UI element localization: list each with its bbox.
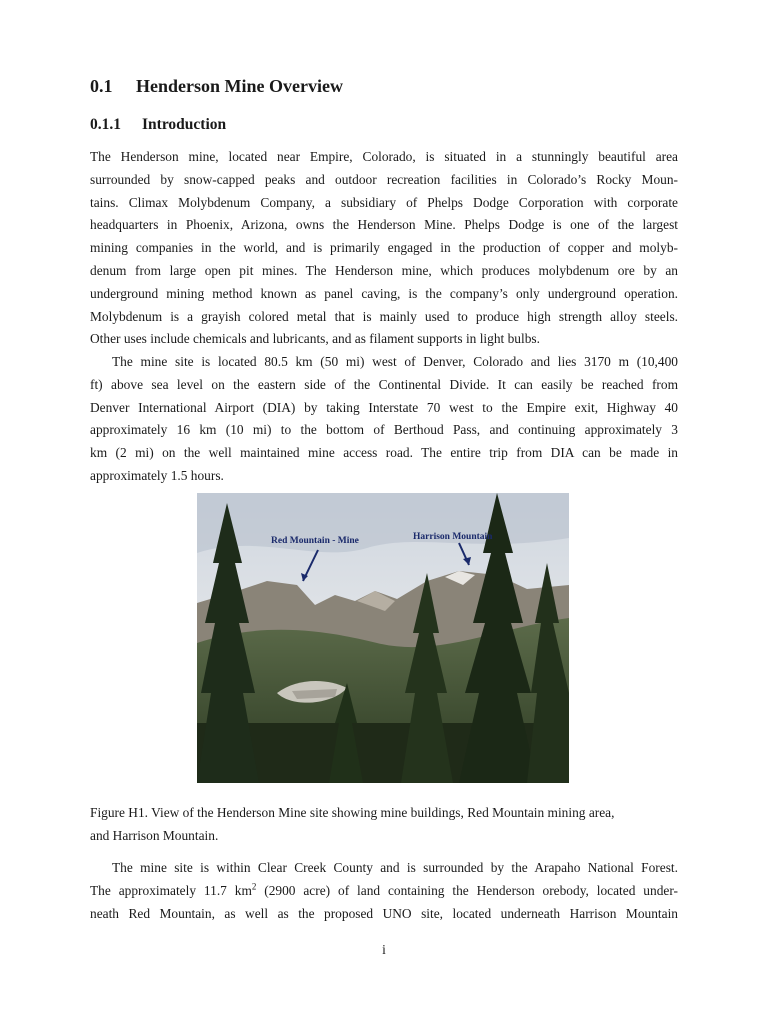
subsection-title-text: Introduction — [142, 116, 227, 133]
text-line: km (2 mi) on the well maintained mine access road. The entire trip from DIA can be made in — [90, 445, 678, 461]
text-line: The mine site is located 80.5 km (50 mi) west of Denver, Colorado and lies 3170 m (10,400 — [112, 354, 678, 369]
section-heading — [90, 76, 343, 97]
superscript: 2 — [251, 881, 257, 892]
landscape-illustration — [197, 493, 569, 783]
subsection-heading — [90, 116, 226, 134]
caption-line: and Harrison Mountain. — [90, 827, 219, 843]
text-line: tains. Climax Molybdenum Company, a subsidiary of Phelps Dodge Corporation with corporate — [90, 194, 678, 210]
text-line: Denver International Airport (DIA) by taking Interstate 70 west to the Empire exit, Highway 40 — [90, 399, 678, 415]
section-number: 0.1 — [90, 76, 113, 96]
text-line: Molybdenum is a grayish colored metal that is mainly used to produce high strength alloy steels. — [90, 308, 678, 324]
page-number: i — [382, 942, 386, 957]
text-line: surrounded by snow-capped peaks and outdoor recreation facilities in Colorado’s Rocky Moun- — [90, 171, 678, 187]
section-title-text: Henderson Mine Overview — [136, 76, 343, 96]
text-line: Other uses include chemicals and lubricants, and as filament supports in light bulbs. — [90, 331, 540, 347]
paragraph-county — [90, 857, 678, 925]
figure-caption — [90, 802, 678, 848]
text-line: ft) above sea level on the eastern side of the Continental Divide. It can easily be reached from — [90, 376, 678, 392]
text-line: underground mining method known as panel caving, is the company’s only underground operation. — [90, 285, 678, 301]
text-line: mining companies in the world, and is primarily engaged in the production of copper and molyb- — [90, 240, 678, 256]
text-line: approximately 1.5 hours. — [90, 467, 224, 483]
text-line: The approximately 11.7 $km^2$ (2900 acre) of land containing the Henderson orebody, located under- — [90, 881, 678, 898]
text-line: headquarters in Phoenix, Arizona, owns the Henderson Mine. Phelps Dodge is one of the largest — [90, 217, 678, 233]
text-line: The Henderson mine, located near Empire, Colorado, is situated in a stunningly beautiful area — [90, 149, 678, 164]
text-line: neath Red Mountain, as well as the proposed UNO site, located underneath Harrison Mountain — [90, 905, 678, 921]
text-line: approximately 16 km (10 mi) to the bottom of Berthoud Pass, and continuing approximately 3 — [90, 422, 678, 438]
label-red-mountain: Red Mountain - Mine — [271, 536, 359, 546]
mine-site-photo — [197, 493, 569, 783]
paragraph-intro — [90, 146, 678, 351]
text-line: denum from large open pit mines. The Henderson mine, which produces molybdenum ore by an — [90, 262, 678, 278]
caption-line: Figure H1. View of the Henderson Mine site showing mine buildings, Red Mountain mining area, — [90, 805, 615, 820]
paragraph-location — [90, 351, 678, 488]
label-harrison-mountain: Harrison Mountain — [413, 532, 493, 542]
text-line: The mine site is within Clear Creek County and is surrounded by the Arapaho National Forest. — [112, 860, 678, 875]
subsection-number: 0.1.1 — [90, 116, 121, 133]
